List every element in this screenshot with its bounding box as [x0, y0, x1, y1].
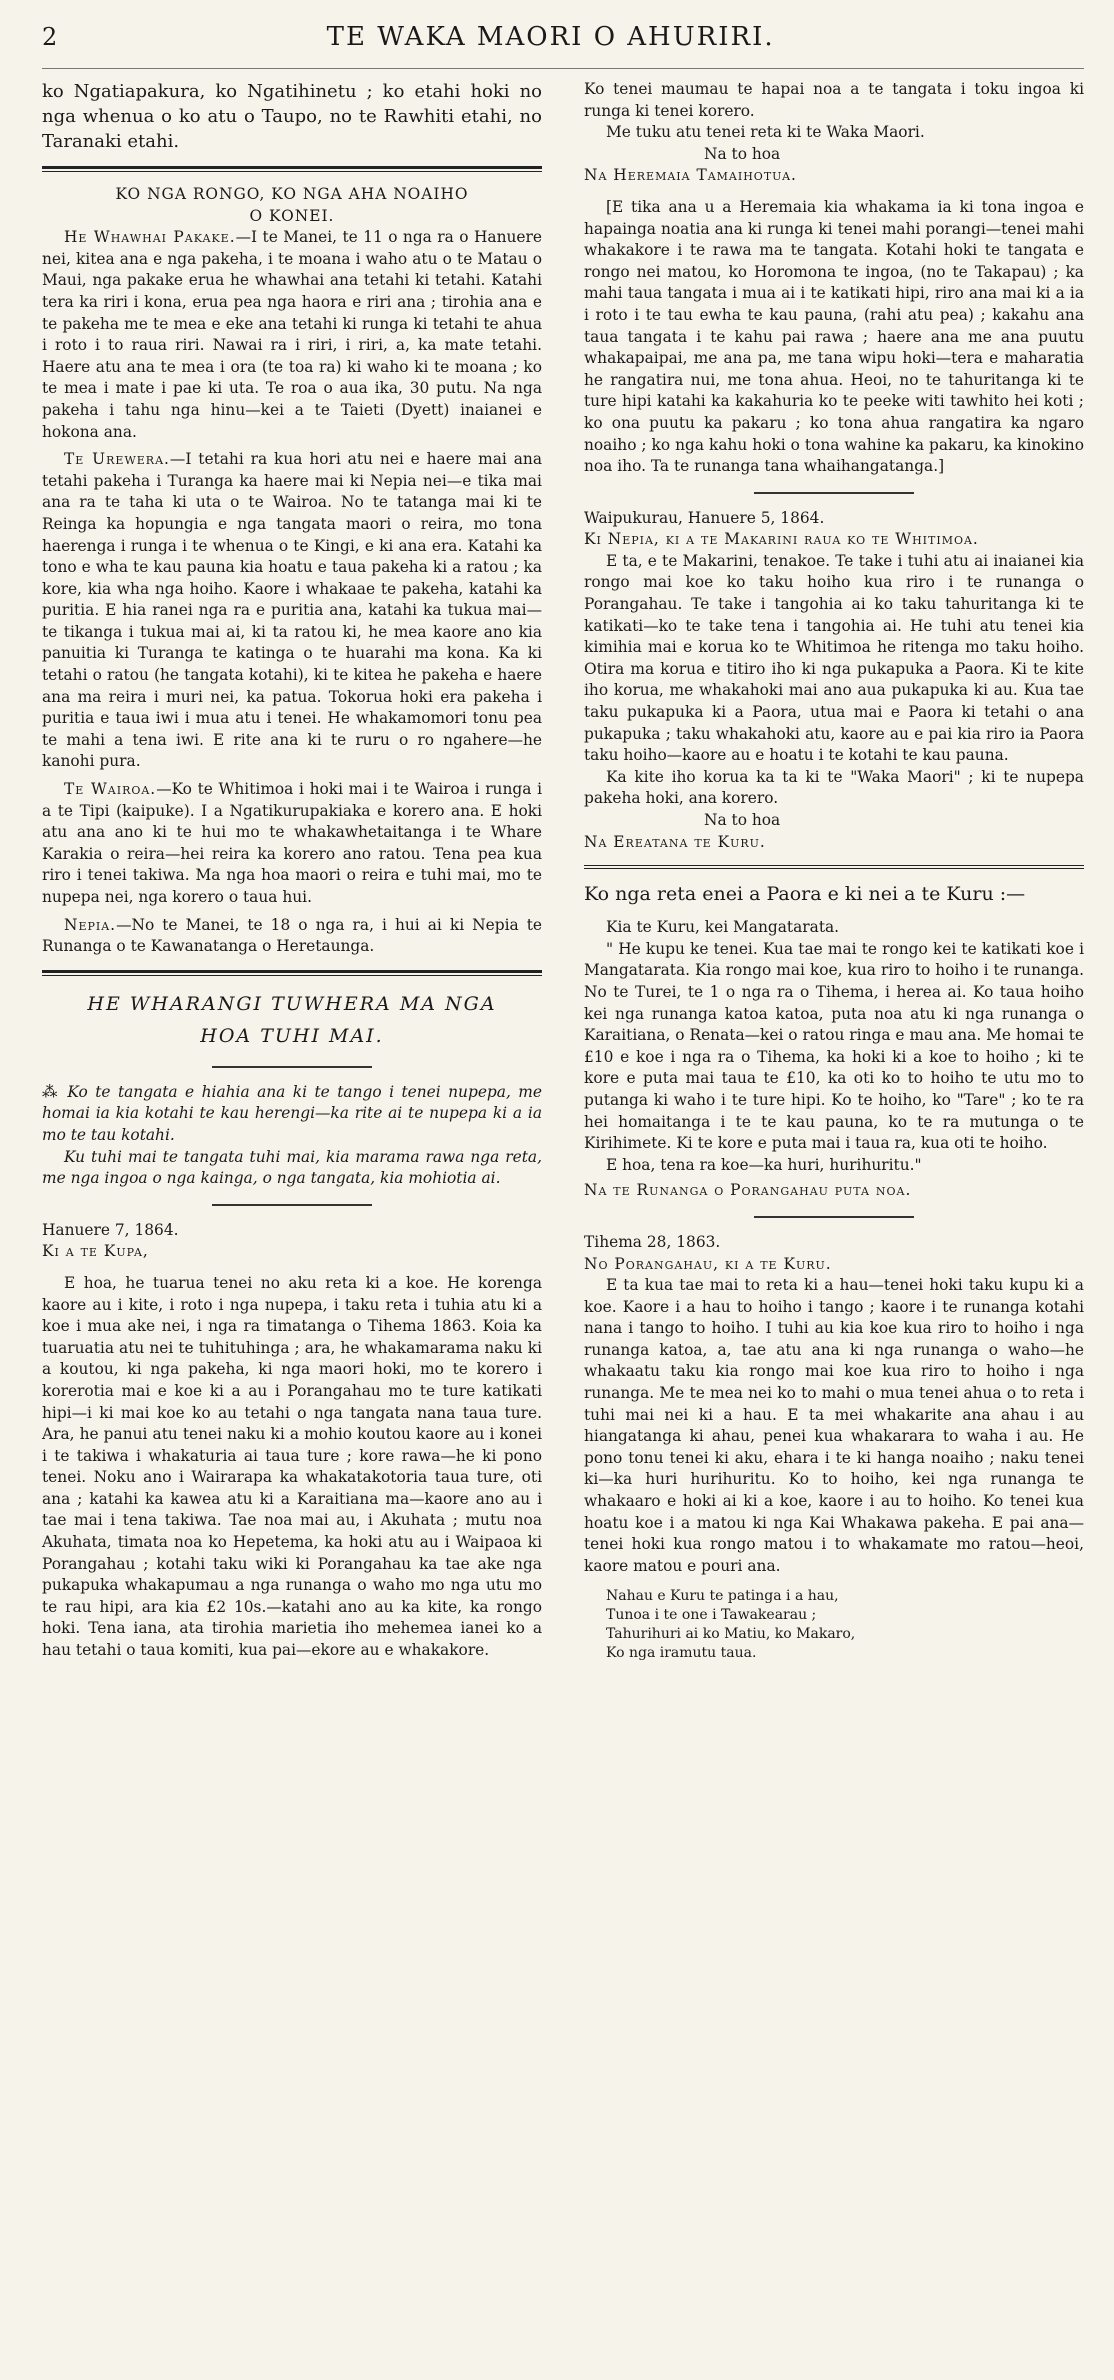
letter-body: Ka kite iho korua ka ta ki te "Waka Maori" ; ki te nupepa pakeha hoki, ana korero. — [584, 767, 1084, 808]
news-item-text: —No te Manei, te 18 o nga ra, i hui ai ki Nepia te Runanga o te Kawanatanga o Heretaunga. — [42, 915, 542, 956]
divider — [42, 166, 542, 172]
newspaper-title: TE WAKA MAORI O AHURIRI. — [326, 22, 775, 52]
signature-prefix: Na to hoa — [704, 144, 781, 163]
writers-notice: Ku tuhi mai te tangata tuhi mai, kia marama rawa nga reta, me nga ingoa o nga kainga, o nga tangata, kia mohiotia ai. — [42, 1147, 542, 1188]
poem-line: Tahurihuri ai ko Matiu, ko Makaro, — [606, 1626, 856, 1643]
open-page-heading-sub: HOA TUHI MAI. — [200, 1024, 384, 1047]
letter-body: E hoa, he tuarua tenei no aku reta ki a koe. He korenga kaore au i kite, i roto i nga nupepa, i taku reta i tuhia atu ki a koe i mua ake nei, i nga ra timatanga o Tihema 1863. Koia ka tuaruatia atu nei te tuhituhinga ; ara, he whakamarama naku ki a koutou, ki nga pakeha, ki nga maori hoki, mo te korero i korerotia mai e koe ki a au i Porangahau mo te ture katikati hipi—i ki mai koe ko au tetahi o nga tangata nana taua ture. Ara, he panui atu tenei naku ki a mohio koutou kaore au i konei i te takiwa i whakaturia ai taua ture ; kore rawa—he ki pono tenei. Noku ano i Wairarapa ka whakatakotoria taua ture, oti ana ; katahi ka kawea atu ki a Karaitiana ma—kaore ano au i tae mai i tena takiwa. Tae noa mai au, i Akuhata ; mutu noa Akuhata, timata noa ko Hepetema, ka hoki atu au i Waipaoa ki Porangahau ; kotahi taku wiki ki Porangahau ka tae ake nga pukapuka whakapumau a nga runanga o waho mo nga utu mo te rau hipi, ara kia £2 10s.—katahi ano au ka kite, ka rongo hoki. Tena iana, ata tirohia marietia iho mehemea ianei ko a hau tetahi o taua komiti, kua pai—ekore au e whakakore. — [42, 1273, 542, 1660]
divider — [754, 1216, 914, 1218]
divider — [754, 492, 914, 494]
letter-body: E ta, e te Makarini, tenakoe. Te take i tuhi atu ai inaianei kia rongo mai koe ko taku hoiho kua riro i te runanga o Porangahau. Te take i tangohia ai ko taku tahuritanga ki te katikati—ko te take tena i tangohia ai. He tuhi atu tenei kia kimihia mai e korua ko te Whitimoa he ritenga mo taku hoiho. Otira ma korua e titiro iho ki nga pukapuka a Paora. Ki te kite iho korua, me whakahoki mai ano aua pukapuka ki au. Kua tae taku pukapuka ki a Paora, utua mai e Paora ki tetahi o ana pukapuka ; taku whakahoki atu, kaore au e pai kia riro ia Paora taku hoiho—kaore au e hoatu i te kotahi te kau pauna. — [584, 551, 1084, 765]
divider — [584, 865, 1084, 869]
news-item-text: —Ko te Whitimoa i hoki mai i te Wairoa i runga i a te Tipi (kaipuke). I a Ngatikurupakiaka e korero ana. E hoki atu ana ano ki te hui mo te whakawhetaitanga i te Whare Karakia o reira—hei reira ka korero ano ratou. Tena pea kua riro i tenei takiwa. Ma nga hoa maori o reira e tuhi mai, mo te nupepa nei, nga korero o taua hui. — [42, 780, 542, 906]
letter-salutation: Kia te Kuru, kei Mangatarata. — [606, 918, 840, 937]
news-item-lead: Te Wairoa. — [64, 780, 157, 799]
signature-prefix: Na to hoa — [704, 811, 781, 829]
letter-date: Waipukurau, Hanuere 5, 1864. — [584, 508, 825, 527]
poem-line: Nahau e Kuru te patinga i a hau, — [606, 1588, 839, 1605]
news-item — [42, 449, 542, 773]
signature-name: Na te Runanga o Porangahau puta noa. — [584, 1181, 912, 1200]
editor-note: [E tika ana u a Heremaia kia whakama ia ki tona ingoa e hapainga noatia ana ki runga ki tenei mahi porangi—tenei mahi whakakore i te rawa ma te tangata. Kotahi hoki te tangata e rongo nei matou, ko Horomona te ingoa, (no te Takapau) ; ka mahi taua tangata i mua ai i te katikati hipi, riro ana mai ki a ia i roto i te tau ewha te kau pauna, (rahi atu pea) ; kakahu ana taua tangata i te kahu pai rawa ; haere ana me ana puutu whakapaipai, me ana pa, me tana wipu hoki—tera e maharatia he rangatira nui, me tona ahua. Heoi, no te tahuritanga ki te ture hipi katahi ka kakahuria ko te peeke witi tawhito hei koti ; ko ona puutu ka pakaru ; ko tona ahua rangatira ka ngaro noaiho ; ko nga kahu hoki o tona wahine ka pakaru, ka kinokino noa iho. Ta te runanga tana whaihangatanga.] — [584, 197, 1084, 476]
news-item-lead: He Whawhai Pakake. — [64, 228, 236, 247]
news-item — [42, 915, 542, 958]
letter-salutation: Ki Nepia, ki a te Makarini raua ko te Whitimoa. — [584, 530, 979, 549]
news-item-text: —I tetahi ra kua hori atu nei e haere mai ana tetahi pakeha i Turanga ka haere mai ki Nepia nei—e tika mai ana ra te taha ki uta o te Wairoa. No te tatanga mai ki te Reinga ka hopungia e nga tangata maori o reira, mo tona haerenga i runga i te whenua o te Kingi, e ki ana era. Katahi ka tono e wha te kau pauna kia hoatu e taua pakeha ki a ratou ; ka kore, kia wha nga hoiho. Kaore i whakaae te pakeha, katahi ka puritia. E hia ranei nga ra e puritia ana, katahi ka tukua mai—te tikanga i tukua mai ai, ki ta ratou ki, he mea kaore ano kia panuitia ki Turanga te katinga o te huarahi ma kona. Ka ki tetahi o ratou (he tangata kotahi), ki te kitea he pakeha e haere ana ma reira i muri nei, ka patua. Tokorua hoki era pakeha i puritia e taua iwi i mua atu i tenei. He whakamomori tonu pea te mahi a tena iwi. E rite ana ki te ruru o ro ngahere—he kanohi pura. — [42, 450, 542, 771]
letter-closing: E hoa, tena ra koe—ka huri, hurihuritu." — [606, 1155, 922, 1174]
left-column — [42, 79, 542, 1663]
news-item-lead: Nepia. — [64, 915, 117, 934]
letter-continuation-2: Me tuku atu tenei reta ki te Waka Maori. — [606, 123, 925, 142]
letter-date: Tihema 28, 1863. — [584, 1232, 721, 1251]
news-heading: KO NGA RONGO, KO NGA AHA NOAIHO — [115, 185, 469, 203]
right-column — [584, 79, 1084, 1663]
divider — [212, 1204, 372, 1206]
letter-salutation: Ki a te Kupa, — [42, 1242, 149, 1261]
intro-paragraph: ko Ngatiapakura, ko Ngatihinetu ; ko etahi hoki no nga whenua o ko atu o Taupo, no te Rawhiti etahi, no Taranaki etahi. — [42, 81, 542, 152]
letter-date: Hanuere 7, 1864. — [42, 1220, 179, 1239]
subscription-notice: ⁂ Ko te tangata e hiahia ana ki te tango i tenei nupepa, me homai ia kia kotahi te kau herengi—ka rite ai te nupepa ki a ia mo te tau kotahi. — [42, 1082, 542, 1144]
divider — [212, 1066, 372, 1068]
signature-name: Na Heremaia Tamaihotua. — [584, 166, 797, 185]
letter-salutation: No Porangahau, ki a te Kuru. — [584, 1254, 832, 1273]
page-number: 2 — [42, 23, 58, 51]
poem-line: Ko nga iramutu taua. — [606, 1645, 757, 1662]
divider — [42, 970, 542, 976]
masthead — [42, 22, 1084, 69]
poem-line: Tunoa i te one i Tawakearau ; — [606, 1607, 817, 1624]
letter-body: E ta kua tae mai to reta ki a hau—tenei hoki taku kupu ki a koe. Kaore i a hau to hoiho i tango ; kaore i te runanga kotahi nana i tango to hoiho. I tuhi au kia koe kua riro to hoiho i nga runanga katoa, a, tae atu ana ki nga runanga o waho—he whakaatu taku kia rongo mai koe kua riro to hoiho i nga runanga. Me te mea nei ko to mahi o mua tenei ahua o to reta i tuhi mai nei ki a hau. E ta mei whakarite ana ahau i au hiangatanga ki ahau, penei kua whakarara to waha i au. He pono tonu tenei ki aku, ehara i te ki hanga noaiho ; naku tenei ki—ka huri hurihuritu. Ko to hoiho, kei nga runanga te whakaaro e hoki ai ki a koe, kaore i au to hoiho. Ko tenei kua hoatu koe i a matou ki nga Kai Whakawa pakeha. E pai ana—tenei hoki kua rongo matou i to whakamate mo ratou—heoi, kaore matou e pouri ana. — [584, 1276, 1084, 1575]
news-heading-sub: O KONEI. — [249, 206, 335, 225]
section-heading: Ko nga reta enei a Paora e ki nei a te Kuru :— — [584, 883, 1026, 906]
letter-continuation: Ko tenei maumau te hapai noa a te tangata i toku ingoa ki runga ki tenei korero. — [584, 80, 1084, 120]
news-item — [42, 227, 542, 443]
open-page-heading: HE WHARANGI TUWHERA MA NGA — [87, 992, 497, 1015]
letter-body: " He kupu ke tenei. Kua tae mai te rongo kei te katikati koe i Mangatarata. Kia rongo mai koe, kua riro to hoiho i te runanga. No te Turei, te 1 o nga ra o Tihema, i herea ai. Ko taua hoiho kei nga runanga katoa katoa, puta noa atu ki nga runanga o Karaitiana, o Renata—kei o ratou ringa e mau ana. Me homai te £10 e koe i nga ra o Tihema, ka hoki ki a koe to hoiho ; ki te kore e puta mai taua te £10, ka oti ko to hoiho te utu mo to putanga ki waho i te ture hipi. Ko te hoiho, ko "Tare" ; ko te ra hei homaitanga i te te kau pauna, ko te ra mutunga o te Kirihimete. Ki te kore e puta mai i taua ra, kua oti te hoiho. — [584, 939, 1084, 1153]
news-item-text: —I te Manei, te 11 o nga ra o Hanuere nei, kitea ana e nga pakeha, i te moana i waho atu o te Matau o Maui, nga pakake erua he whawhai ana tetahi ki tetahi. Katahi tera ka riri i kona, erua pea nga haora e riri ana ; tirohia ana e te pakeha me te mea e eke ana tetahi ki runga ki tetahi te ahua i roto i to raua riri. Nawai ra i riri, i riri, a, ka mate tetahi. Haere atu ana te mea i ora (te toa ra) ki waho ki te moana ; ko te mea i mate i pae ki uta. Te roa o aua ika, 30 putu. Na nga pakeha i tahu nga hinu—kei a te Taieti (Dyett) inaianei e hokona ana. — [42, 228, 542, 441]
news-item — [42, 779, 542, 909]
signature-name: Na Ereatana te Kuru. — [584, 832, 766, 851]
news-item-lead: Te Urewera. — [64, 450, 170, 469]
